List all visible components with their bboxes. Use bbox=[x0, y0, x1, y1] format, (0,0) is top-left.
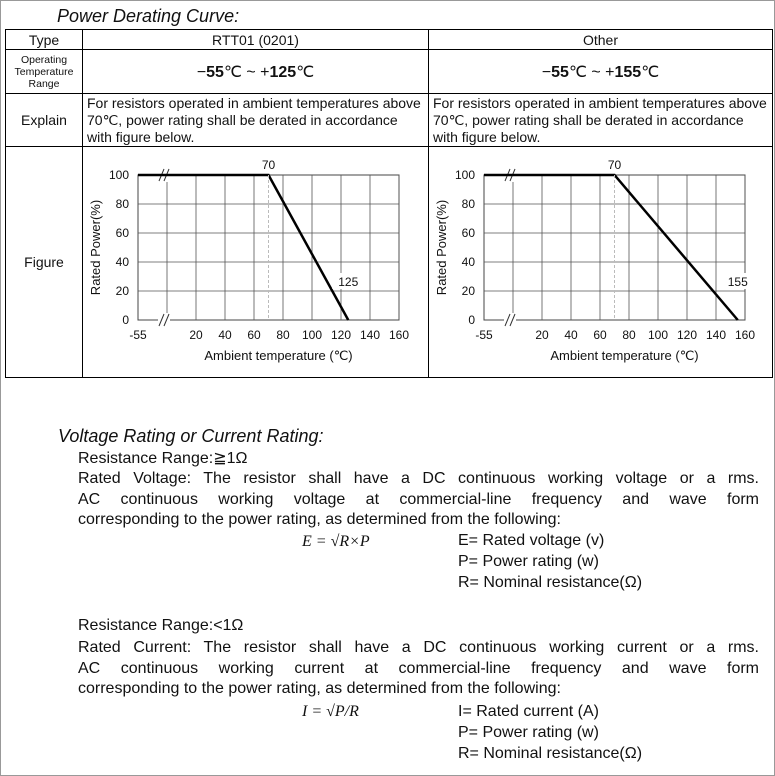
def-e: E= Rated voltage (v) bbox=[458, 532, 605, 549]
y-tick-label: 100 bbox=[454, 168, 475, 182]
explain-row bbox=[6, 94, 773, 147]
x-tick-label: 60 bbox=[593, 328, 607, 342]
knee-annotation: 70 bbox=[607, 158, 622, 172]
y-tick-label: 0 bbox=[468, 313, 475, 327]
x-tick-label: 120 bbox=[330, 328, 352, 342]
explain-rtt01: For resistors operated in ambient temperatures above 70℃, power rating shall be derated in accordance with figure below. bbox=[83, 94, 429, 147]
x-tick-label: 160 bbox=[388, 328, 410, 342]
x-tick-label: 60 bbox=[247, 328, 261, 342]
temp-range-rtt01: −55℃ ~ +125℃ bbox=[83, 50, 429, 94]
current-text-line-1: Rated Current: The resistor shall have a DC continuous working current or a rms. bbox=[78, 639, 759, 656]
voltage-formula: E = √R×P bbox=[302, 533, 370, 550]
temperature-row bbox=[6, 50, 773, 94]
figure-row bbox=[6, 147, 773, 378]
x-tick-label: 80 bbox=[622, 328, 636, 342]
explain-other: For resistors operated in ambient temperatures above 70℃, power rating shall be derated in accordance with figure below. bbox=[429, 94, 773, 147]
voltage-text-line-1: Rated Voltage: The resistor shall have a DC continuous working voltage or a rms. bbox=[78, 470, 759, 487]
x-tick-label: 80 bbox=[276, 328, 290, 342]
x-axis-label: Ambient temperature (℃) bbox=[204, 348, 353, 363]
figure-other bbox=[429, 147, 773, 378]
end-annotation: 125 bbox=[338, 275, 359, 289]
y-tick-label: 60 bbox=[115, 226, 129, 240]
explain-label: Explain bbox=[6, 94, 83, 147]
x-tick-label: 40 bbox=[218, 328, 232, 342]
y-tick-label: 0 bbox=[122, 313, 129, 327]
def-r2: R= Nominal resistance(Ω) bbox=[458, 745, 643, 762]
y-tick-label: 40 bbox=[461, 255, 475, 269]
x-tick-label: 140 bbox=[705, 328, 727, 342]
x-tick-label: 160 bbox=[734, 328, 756, 342]
def-p2: P= Power rating (w) bbox=[458, 724, 599, 741]
y-tick-label: 20 bbox=[115, 284, 129, 298]
x-tick-label: 100 bbox=[647, 328, 669, 342]
x-axis-label: Ambient temperature (℃) bbox=[550, 348, 699, 363]
voltage-text-line-3: corresponding to the power rating, as determined from the following: bbox=[78, 511, 561, 528]
voltage-text-line-2: AC continuous working voltage at commercial-line frequency and wave form bbox=[78, 491, 759, 508]
temperature-label: Operating Temperature Range bbox=[6, 50, 83, 94]
derating-chart-rtt01 bbox=[83, 147, 429, 374]
y-axis-label: Rated Power(%) bbox=[88, 199, 103, 296]
current-text-line-3: corresponding to the power rating, as determined from the following: bbox=[78, 680, 561, 697]
other-header: Other bbox=[429, 30, 773, 50]
resistance-range-1: Resistance Range:≧1Ω bbox=[78, 450, 248, 467]
derating-curve bbox=[138, 175, 348, 320]
y-tick-label: 60 bbox=[461, 226, 475, 240]
current-text-line-2: AC continuous working current at commercial-line frequency and wave form bbox=[78, 660, 759, 677]
y-axis-label: Rated Power(%) bbox=[434, 199, 449, 296]
x-tick-label: 140 bbox=[359, 328, 381, 342]
x-tick-label: 40 bbox=[564, 328, 578, 342]
x-tick-label: 20 bbox=[535, 328, 549, 342]
y-tick-label: 100 bbox=[108, 168, 129, 182]
x-tick-label: -55 bbox=[129, 328, 147, 342]
x-tick-label: 20 bbox=[189, 328, 203, 342]
knee-annotation: 70 bbox=[261, 158, 276, 172]
temp-range-other: −55℃ ~ +155℃ bbox=[429, 50, 773, 94]
power-derating-title: Power Derating Curve: bbox=[57, 6, 240, 26]
type-header: Type bbox=[6, 30, 83, 50]
def-r: R= Nominal resistance(Ω) bbox=[458, 574, 643, 591]
header-row bbox=[6, 30, 773, 50]
figure-rtt01 bbox=[83, 147, 429, 378]
voltage-rating-title: Voltage Rating or Current Rating: bbox=[58, 426, 324, 446]
figure-label: Figure bbox=[6, 147, 83, 378]
x-tick-label: 120 bbox=[676, 328, 698, 342]
y-tick-label: 80 bbox=[461, 197, 475, 211]
current-formula: I = √P/R bbox=[302, 703, 359, 720]
end-annotation: 155 bbox=[727, 275, 748, 289]
def-p: P= Power rating (w) bbox=[458, 553, 599, 570]
y-tick-label: 40 bbox=[115, 255, 129, 269]
derating-chart-other bbox=[429, 147, 773, 374]
y-tick-label: 20 bbox=[461, 284, 475, 298]
x-tick-label: 100 bbox=[301, 328, 323, 342]
derating-table bbox=[5, 29, 773, 378]
x-tick-label: -55 bbox=[475, 328, 493, 342]
derating-curve bbox=[484, 175, 738, 320]
y-tick-label: 80 bbox=[115, 197, 129, 211]
resistance-range-2: Resistance Range:<1Ω bbox=[78, 617, 244, 634]
def-i: I= Rated current (A) bbox=[458, 703, 599, 720]
rtt01-header: RTT01 (0201) bbox=[83, 30, 429, 50]
